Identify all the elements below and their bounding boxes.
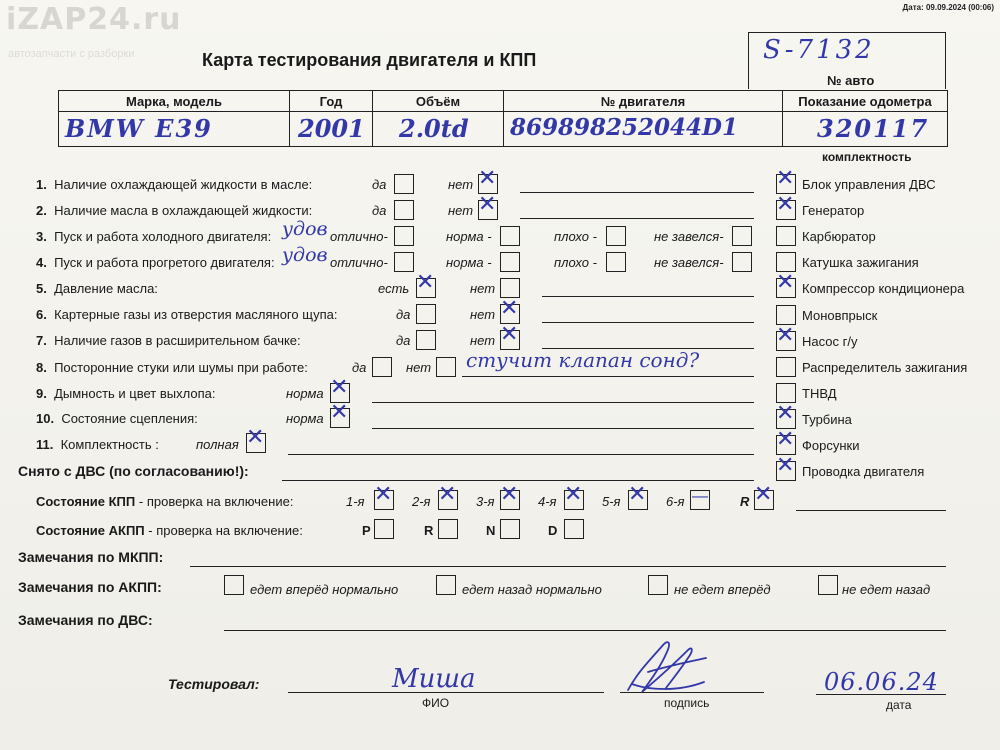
row11 [36, 437, 159, 452]
akpp-d-checkbox[interactable] [564, 519, 584, 539]
row3-excellent-checkbox[interactable] [394, 226, 414, 246]
kpp-gear-5-label: 5-я [602, 494, 621, 509]
kpp-line [796, 510, 946, 511]
akpp-r-checkbox[interactable] [438, 519, 458, 539]
remarks-dvs-line[interactable] [224, 630, 946, 631]
col-engine-number-header: № двигателя [504, 91, 783, 112]
row5-line [542, 296, 754, 297]
col-model-header: Марка, модель [59, 91, 290, 112]
row8-num: 8. [36, 360, 47, 375]
row10 [36, 411, 198, 426]
row5-label: Давление масла: [54, 281, 158, 296]
auto-number-label: № авто [827, 73, 875, 88]
completeness-item-label: Турбина [802, 412, 852, 427]
year-value: 2001 [298, 114, 365, 143]
completeness-checkbox[interactable] [776, 409, 796, 429]
kpp-gear-r-checkbox[interactable] [754, 490, 774, 510]
row6-label: Картерные газы из отверстия масляного щупа: [54, 307, 338, 322]
kpp-gear-6-label: 6-я [666, 494, 685, 509]
row3-normal-checkbox[interactable] [500, 226, 520, 246]
vehicle-info-table [58, 90, 948, 147]
tested-label: Тестировал: [168, 676, 260, 692]
remarks-mkpp-line[interactable] [190, 566, 946, 567]
engine-number-cell [504, 112, 783, 147]
date-label: дата [886, 698, 912, 712]
kpp-row [36, 494, 293, 509]
row1-num: 1. [36, 177, 47, 192]
row10-label: Состояние сцепления: [61, 411, 198, 426]
row9-num: 9. [36, 386, 47, 401]
row9-line [372, 402, 754, 403]
kpp-gear-4-checkbox[interactable] [564, 490, 584, 510]
row5-opt-no: нет [470, 281, 496, 296]
row3-nostart-checkbox[interactable] [732, 226, 752, 246]
row5-yes-checkbox[interactable] [416, 278, 436, 298]
akpp-p-checkbox[interactable] [374, 519, 394, 539]
col-volume-header: Объём [373, 91, 504, 112]
row10-num: 10. [36, 411, 55, 426]
completeness-item-label: Форсунки [802, 438, 860, 453]
row9-label: Дымность и цвет выхлопа: [54, 386, 216, 401]
row3 [36, 229, 271, 244]
volume-value: 2.0td [399, 114, 469, 143]
kpp-gear-2-checkbox[interactable] [438, 490, 458, 510]
akpp-suffix: - проверка на включение: [148, 523, 303, 538]
row7 [36, 333, 301, 348]
row1-label: Наличие охлаждающей жидкости в масле: [54, 177, 313, 192]
col-odometer-header: Показание одометра [783, 91, 948, 112]
row2-yes-checkbox[interactable] [394, 200, 414, 220]
row11-label: Комплектность : [60, 437, 159, 452]
completeness-checkbox[interactable] [776, 252, 796, 272]
remarks-mkpp-label: Замечания по МКПП: [18, 549, 164, 565]
row4-nostart-checkbox[interactable] [732, 252, 752, 272]
akpp-back-ok-label: едет назад нормально [462, 582, 602, 597]
row8-line [462, 376, 754, 377]
kpp-label: Состояние КПП [36, 494, 136, 509]
row2 [36, 203, 312, 218]
kpp-gear-3-label: 3-я [476, 494, 495, 509]
completeness-item-label: Катушка зажигания [802, 255, 919, 270]
removed-label: Снято с ДВС (по согласованию!): [18, 463, 249, 479]
row10-opt-normal: норма [286, 411, 324, 426]
row5 [36, 281, 158, 296]
kpp-suffix: - проверка на включение: [138, 494, 294, 509]
kpp-gear-5-checkbox[interactable] [628, 490, 648, 510]
completeness-item-label: Блок управления ДВС [802, 177, 936, 192]
completeness-title: комплектность [822, 150, 912, 164]
page-title: Карта тестирования двигателя и КПП [202, 50, 537, 70]
row4-opt-normal: норма - [446, 255, 492, 270]
completeness-item-label: Генератор [802, 203, 865, 218]
row5-num: 5. [36, 281, 47, 296]
akpp-r-label: R [424, 523, 434, 538]
row1-yes-checkbox[interactable] [394, 174, 414, 194]
completeness-item-label: Моновпрыск [802, 308, 878, 323]
akpp-no-back-checkbox[interactable] [818, 575, 838, 595]
volume-cell [373, 112, 504, 147]
akpp-forward-ok-checkbox[interactable] [224, 575, 244, 595]
row4-opt-bad: плохо - [554, 255, 597, 270]
row4 [36, 255, 275, 270]
row11-num: 11. [36, 437, 54, 452]
engine-number-value: 869898252044D1 [510, 114, 738, 141]
row10-line [372, 428, 754, 429]
completeness-item-label: Карбюратор [802, 229, 876, 244]
auto-number-value: S-7132 [763, 35, 875, 65]
col-year-header: Год [290, 91, 373, 112]
row1-line [520, 192, 754, 193]
row11-full-checkbox[interactable] [246, 433, 266, 453]
completeness-checkbox[interactable] [776, 435, 796, 455]
row8-opt-yes: да [352, 360, 367, 375]
akpp-no-forward-label: не едет вперёд [674, 582, 771, 597]
row2-no-checkbox[interactable] [478, 200, 498, 220]
completeness-item-label: ТНВД [802, 386, 837, 401]
row4-label: Пуск и работа прогретого двигателя: [54, 255, 275, 270]
row8-opt-no: нет [406, 360, 432, 375]
fio-line [288, 692, 604, 693]
completeness-item-label: Распределитель зажигания [802, 360, 968, 375]
akpp-label: Состояние АКПП [36, 523, 145, 538]
model-cell [59, 112, 290, 147]
kpp-gear-4-label: 4-я [538, 494, 557, 509]
sign-line [620, 692, 764, 693]
row6 [36, 307, 337, 322]
site-logo: iZAP24.ru [6, 2, 182, 37]
row7-num: 7. [36, 333, 47, 348]
row8-no-checkbox[interactable] [436, 357, 456, 377]
row3-bad-checkbox[interactable] [606, 226, 626, 246]
kpp-gear-r-label: R [740, 494, 750, 509]
completeness-checkbox[interactable] [776, 226, 796, 246]
row2-line [520, 218, 754, 219]
row9 [36, 386, 215, 401]
row6-opt-yes: да [396, 307, 411, 322]
row3-opt-excellent: отлично- [330, 229, 388, 244]
akpp-forward-ok-label: едет вперёд нормально [250, 582, 399, 597]
row4-num: 4. [36, 255, 47, 270]
row5-opt-yes: есть [378, 281, 410, 296]
row3-num: 3. [36, 229, 47, 244]
row2-num: 2. [36, 203, 47, 218]
row11-line [288, 454, 754, 455]
row3-note: удов [282, 218, 328, 240]
site-logo-subtitle: автозапчасти с разборки [8, 48, 135, 60]
completeness-checkbox[interactable] [776, 174, 796, 194]
row2-opt-yes: да [372, 203, 387, 218]
remarks-dvs-label: Замечания по ДВС: [18, 612, 153, 628]
model-value: BMW E39 [65, 114, 213, 143]
row4-opt-nostart: не завелся- [654, 255, 724, 270]
date-line [816, 694, 946, 695]
completeness-checkbox[interactable] [776, 305, 796, 325]
kpp-gear-1-checkbox[interactable] [374, 490, 394, 510]
completeness-checkbox[interactable] [776, 383, 796, 403]
completeness-checkbox[interactable] [776, 331, 796, 351]
kpp-gear-3-checkbox[interactable] [500, 490, 520, 510]
row4-opt-excellent: отлично- [330, 255, 388, 270]
row7-no-checkbox[interactable] [500, 330, 520, 350]
completeness-checkbox[interactable] [776, 200, 796, 220]
row6-yes-checkbox[interactable] [416, 304, 436, 324]
akpp-n-checkbox[interactable] [500, 519, 520, 539]
akpp-row [36, 523, 303, 538]
akpp-n-label: N [486, 523, 496, 538]
kpp-gear-2-label: 2-я [412, 494, 431, 509]
row3-label: Пуск и работа холодного двигателя: [54, 229, 272, 244]
row8-note: стучит клапан сонд? [466, 348, 700, 372]
row7-label: Наличие газов в расширительном бачке: [54, 333, 301, 348]
kpp-gear-6-checkbox[interactable] [690, 490, 710, 510]
row6-no-checkbox[interactable] [500, 304, 520, 324]
test-date: 06.06.24 [824, 668, 939, 696]
removed-line [282, 480, 754, 481]
row1-no-checkbox[interactable] [478, 174, 498, 194]
fio-label: ФИО [422, 696, 450, 710]
row3-opt-normal: норма - [446, 229, 492, 244]
row7-opt-no: нет [470, 333, 496, 348]
odometer-cell [783, 112, 948, 147]
row6-num: 6. [36, 307, 47, 322]
year-cell [290, 112, 373, 147]
row10-normal-checkbox[interactable] [330, 408, 350, 428]
tester-name: Миша [392, 664, 476, 694]
row8-label: Посторонние стуки или шумы при работе: [54, 360, 308, 375]
odometer-value: 320117 [817, 114, 930, 143]
row2-opt-no: нет [448, 203, 474, 218]
signature-icon [618, 632, 714, 700]
row4-normal-checkbox[interactable] [500, 252, 520, 272]
row6-line [542, 322, 754, 323]
row8 [36, 360, 308, 375]
row1-opt-yes: да [372, 177, 387, 192]
row9-opt-normal: норма [286, 386, 324, 401]
kpp-gear-1-label: 1-я [346, 494, 365, 509]
akpp-no-back-label: не едет назад [842, 582, 931, 597]
akpp-no-forward-checkbox[interactable] [648, 575, 668, 595]
completeness-item-label: Компрессор кондиционера [802, 281, 965, 296]
row1-opt-no: нет [448, 177, 474, 192]
row6-opt-no: нет [470, 307, 496, 322]
date-stamp: Дата: 09.09.2024 (00:06) [902, 3, 994, 12]
row1 [36, 177, 312, 192]
row2-label: Наличие масла в охлаждающей жидкости: [54, 203, 313, 218]
row4-note: удов [282, 244, 328, 266]
row4-bad-checkbox[interactable] [606, 252, 626, 272]
remarks-akpp-label: Замечания по АКПП: [18, 579, 162, 595]
row11-opt-full: полная [196, 437, 239, 452]
akpp-back-ok-checkbox[interactable] [436, 575, 456, 595]
auto-number-box [748, 32, 946, 89]
row5-no-checkbox[interactable] [500, 278, 520, 298]
completeness-item-label: Насос г/у [802, 334, 858, 349]
row3-opt-bad: плохо - [554, 229, 597, 244]
akpp-d-label: D [548, 523, 558, 538]
completeness-item-label: Проводка двигателя [802, 464, 925, 479]
row7-opt-yes: да [396, 333, 411, 348]
row8-yes-checkbox[interactable] [372, 357, 392, 377]
sign-label: подпись [664, 696, 710, 710]
row7-yes-checkbox[interactable] [416, 330, 436, 350]
row3-opt-nostart: не завелся- [654, 229, 724, 244]
completeness-checkbox[interactable] [776, 357, 796, 377]
akpp-p-label: P [362, 523, 371, 538]
completeness-checkbox[interactable] [776, 278, 796, 298]
completeness-checkbox[interactable] [776, 461, 796, 481]
row4-excellent-checkbox[interactable] [394, 252, 414, 272]
